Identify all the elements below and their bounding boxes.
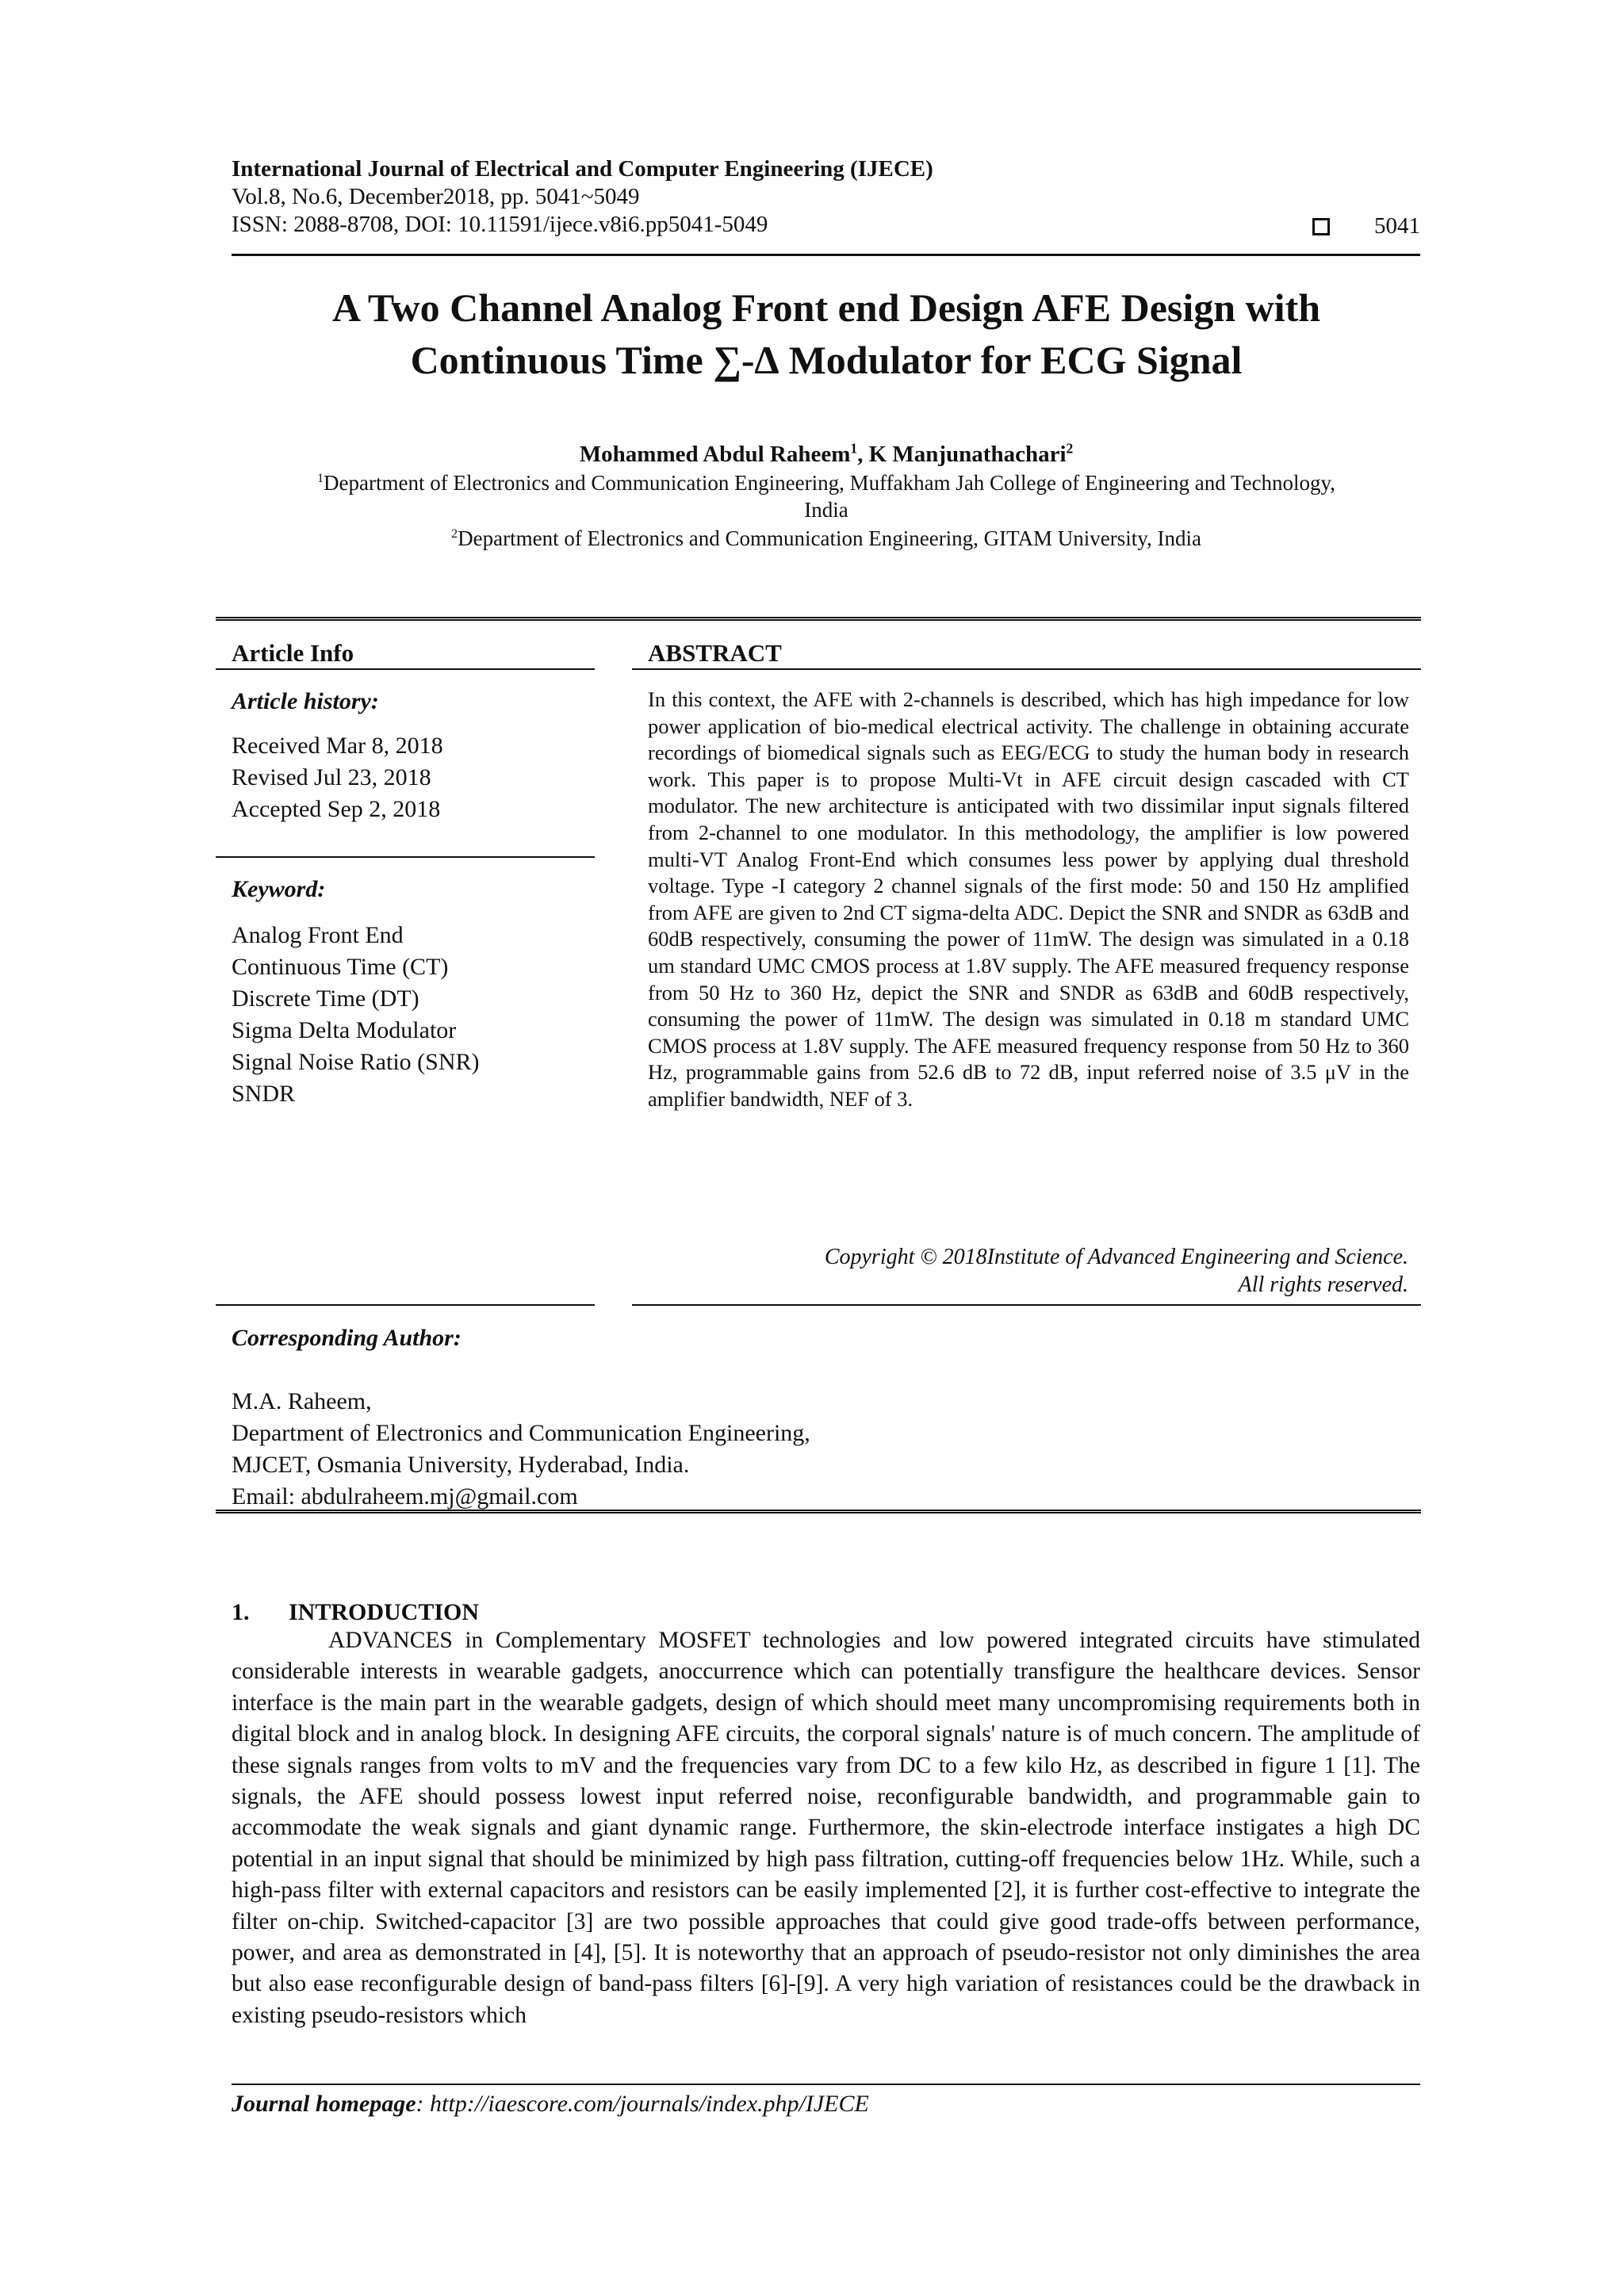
header-rule	[232, 254, 1420, 256]
introduction-heading	[232, 1598, 479, 1627]
author-separator: ,	[857, 442, 869, 467]
footer-rule	[232, 2084, 1420, 2085]
checkbox-square-icon	[1312, 218, 1330, 235]
article-history-list	[232, 730, 443, 825]
article-info-heading: Article Info	[232, 639, 354, 667]
homepage-url[interactable]: http://iaescore.com/journals/index.php/IJECE	[430, 2091, 869, 2117]
corresponding-details	[232, 1386, 810, 1513]
section-title: INTRODUCTION	[289, 1599, 480, 1625]
keyword-item: SNDR	[232, 1081, 296, 1107]
history-revised: Revised Jul 23, 2018	[232, 764, 431, 790]
journal-issn: ISSN: 2088-8708, DOI: 10.11591/ijece.v8i6.pp5041-5049	[232, 212, 768, 237]
abstract-bottom-rule	[632, 1304, 1421, 1306]
affiliation-2-sup: 2	[451, 526, 458, 541]
affiliation-1-sup: 1	[316, 471, 324, 485]
article-info-rule	[216, 668, 595, 670]
abstract-rule	[632, 668, 1421, 670]
abstract-heading: ABSTRACT	[648, 639, 782, 667]
info-bottom-rule	[216, 1510, 1421, 1513]
copyright-line-1: Copyright © 2018Institute of Advanced Engineering and Science.	[824, 1245, 1408, 1269]
journal-volume: Vol.8, No.6, December2018, pp. 5041~5049	[232, 184, 640, 209]
homepage-label: Journal homepage	[232, 2091, 416, 2117]
keyword-item: Signal Noise Ratio (SNR)	[232, 1049, 480, 1075]
corresponding-department: Department of Electronics and Communication Engineering,	[232, 1420, 810, 1446]
keyword-item: Continuous Time (CT)	[232, 954, 449, 980]
running-header	[232, 155, 1421, 239]
history-received: Received Mar 8, 2018	[232, 733, 443, 759]
copyright-line-2: All rights reserved.	[1238, 1272, 1408, 1297]
keyword-item: Analog Front End	[232, 922, 404, 948]
affiliation-1	[232, 469, 1421, 523]
history-rule	[216, 856, 595, 858]
keyword-item: Sigma Delta Modulator	[232, 1017, 457, 1043]
article-history-heading: Article history:	[232, 688, 379, 714]
abstract-text: In this context, the AFE with 2-channels is described, which has high impedance for low power application of bio-medical electrical activity. The challenge in obtaining accurate recordings of biomedical signals such as EEG/ECG to study the human body in research work. This paper is to propose Multi-Vt in AFE circuit design cascaded with CT modulator. The new architecture is anticipated with two dissimilar input signals filtered from 2-channel to one modulator. In this methodology, the amplifier is low powered multi-VT Analog Front-End which consumes less power by applying dual threshold voltage. Type -I category 2 channel signals of the first mode: 50 and 150 Hz amplified from AFE are given to 2nd CT sigma-delta ADC. Depict the SNR and SNDR as 63dB and 60dB respectively, consuming the power of 11mW. The design was simulated in a 0.18 um standard UMC CMOS process at 1.8V supply. The AFE measured frequency response from 50 Hz to 360 Hz, depict the SNR and SNDR as 63dB and 60dB respectively, consuming the power of 11mW. The design was simulated in 0.18 m standard UMC CMOS process at 1.8V supply. The AFE measured frequency response from 50 Hz to 360 Hz, programmable gains from 52.6 dB to 72 dB, input referred noise of 3.5 μV in the amplifier bandwidth, NEF of 3.	[648, 687, 1409, 1111]
affiliation-1-line-1: Department of Electronics and Communication Engineering, Muffakham Jah College of Engineering and Technology,	[324, 471, 1336, 495]
corresponding-institution: MJCET, Osmania University, Hyderabad, India.	[232, 1452, 690, 1478]
author-list	[232, 441, 1421, 469]
journal-name: International Journal of Electrical and Computer Engineering (IJECE)	[232, 156, 933, 182]
copyright-notice	[647, 1243, 1408, 1299]
author-1-sup: 1	[850, 440, 858, 457]
journal-homepage	[232, 2090, 869, 2118]
affiliation-2-text: Department of Electronics and Communication Engineering, GITAM University, India	[458, 526, 1201, 550]
keyword-heading: Keyword:	[232, 876, 326, 902]
author-2: K Manjunathachari	[868, 442, 1067, 467]
paper-title	[232, 281, 1421, 386]
page-number: 5041	[1374, 213, 1420, 239]
history-accepted: Accepted Sep 2, 2018	[232, 796, 441, 822]
author-1: Mohammed Abdul Raheem	[579, 442, 851, 467]
affiliation-1-line-2: India	[804, 498, 848, 522]
page-number-block	[1312, 212, 1420, 240]
author-2-sup: 2	[1066, 440, 1074, 457]
title-line-1: A Two Channel Analog Front end Design AFE Design with	[331, 285, 1321, 330]
introduction-text: ADVANCES in Complementary MOSFET technologies and low powered integrated circuits have stimulated considerable interests in wearable gadgets, anoccurrence which can potentially transfigure the healthcare devices. Sensor interface is the main part in the wearable gadgets, design of which should meet many uncompromising requirements both in digital block and in analog block. In designing AFE circuits, the corporal signals' nature is of much concern. The amplitude of these signals ranges from volts to mV and the frequencies vary from DC to a few kilo Hz, as described in figure 1 [1]. The signals, the AFE should possess lowest input referred noise, reconfigurable bandwidth, and programmable gain to accommodate the weak signals and giant dynamic range. Furthermore, the skin-electrode interface instigates a high DC potential in an input signal that should be minimized by high pass filtration, cutting-off frequencies below 1Hz. While, such a high-pass filter with external capacitors and resistors can be easily implemented [2], it is further cost-effective to integrate the filter on-chip. Switched-capacitor [3] are two possible approaches that could give good trade-offs between performance, power, and area as demonstrated in [4], [5]. It is noteworthy that an approach of pseudo-resistor not only diminishes the area but also ease reconfigurable design of band-pass filters [6]-[9]. A very high variation of resistances could be the drawback in existing pseudo-resistors which	[232, 1628, 1420, 2028]
keyword-list	[232, 920, 480, 1110]
corresponding-heading: Corresponding Author:	[232, 1325, 462, 1351]
keyword-item: Discrete Time (DT)	[232, 985, 419, 1012]
introduction-paragraph	[232, 1625, 1420, 2031]
homepage-separator: :	[416, 2091, 431, 2117]
affiliation-2	[232, 525, 1421, 552]
corresponding-email: Email: abdulraheem.mj@gmail.com	[232, 1483, 578, 1510]
keyword-rule	[216, 1304, 595, 1306]
corresponding-name: M.A. Raheem,	[232, 1388, 372, 1414]
title-line-2: Continuous Time ∑-∆ Modulator for ECG Signal	[410, 338, 1243, 382]
section-number: 1.	[232, 1599, 250, 1625]
info-top-rule	[216, 617, 1421, 621]
